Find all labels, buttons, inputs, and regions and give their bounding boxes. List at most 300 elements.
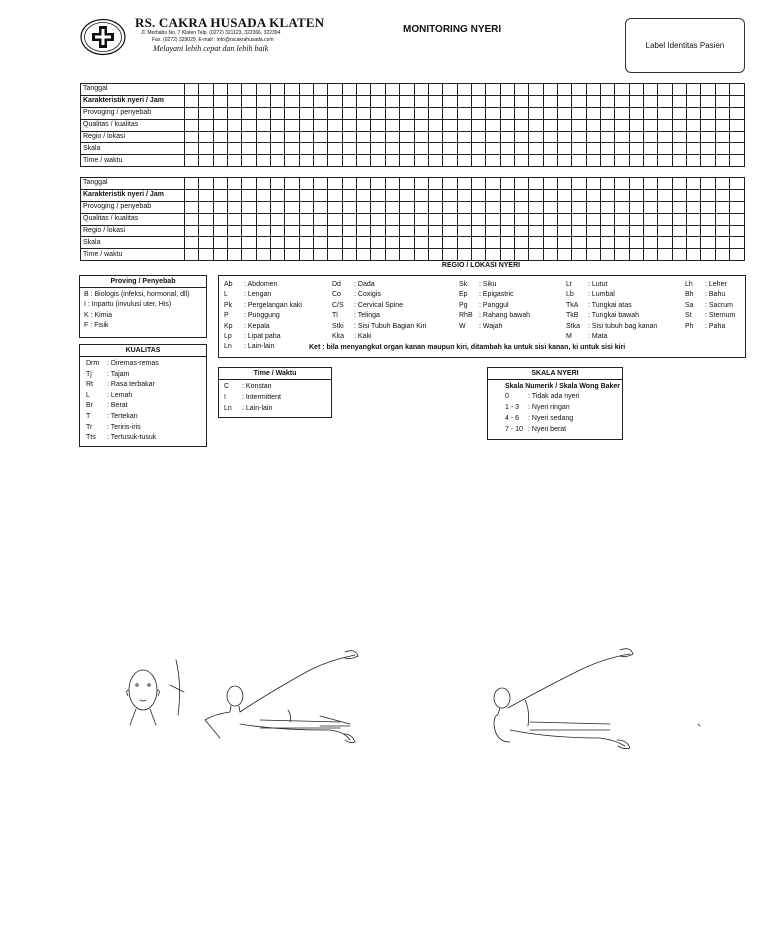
grid-cell[interactable] bbox=[185, 131, 199, 143]
grid-cell[interactable] bbox=[529, 95, 543, 107]
grid-cell[interactable] bbox=[199, 119, 213, 131]
grid-cell[interactable] bbox=[586, 155, 600, 167]
grid-cell[interactable] bbox=[213, 237, 227, 249]
grid-cell[interactable] bbox=[715, 225, 729, 237]
grid-cell[interactable] bbox=[486, 107, 500, 119]
grid-cell[interactable] bbox=[228, 107, 242, 119]
grid-cell[interactable] bbox=[285, 213, 299, 225]
grid-cell[interactable] bbox=[414, 84, 428, 96]
grid-cell[interactable] bbox=[342, 249, 356, 261]
grid-cell[interactable] bbox=[543, 201, 557, 213]
grid-cell[interactable] bbox=[687, 213, 701, 225]
grid-cell[interactable] bbox=[357, 143, 371, 155]
grid-cell[interactable] bbox=[514, 249, 528, 261]
grid-cell[interactable] bbox=[486, 213, 500, 225]
grid-cell[interactable] bbox=[228, 178, 242, 190]
grid-cell[interactable] bbox=[385, 225, 399, 237]
grid-cell[interactable] bbox=[543, 249, 557, 261]
grid-cell[interactable] bbox=[256, 178, 270, 190]
grid-cell[interactable] bbox=[644, 225, 658, 237]
grid-cell[interactable] bbox=[730, 143, 745, 155]
grid-cell[interactable] bbox=[572, 178, 586, 190]
grid-cell[interactable] bbox=[730, 213, 745, 225]
grid-cell[interactable] bbox=[529, 107, 543, 119]
grid-cell[interactable] bbox=[414, 95, 428, 107]
grid-cell[interactable] bbox=[342, 189, 356, 201]
grid-cell[interactable] bbox=[256, 237, 270, 249]
grid-cell[interactable] bbox=[514, 119, 528, 131]
grid-cell[interactable] bbox=[314, 155, 328, 167]
grid-cell[interactable] bbox=[385, 213, 399, 225]
grid-cell[interactable] bbox=[285, 178, 299, 190]
grid-cell[interactable] bbox=[443, 155, 457, 167]
grid-cell[interactable] bbox=[371, 84, 385, 96]
grid-cell[interactable] bbox=[529, 84, 543, 96]
grid-cell[interactable] bbox=[428, 119, 442, 131]
grid-cell[interactable] bbox=[285, 131, 299, 143]
grid-cell[interactable] bbox=[615, 178, 629, 190]
grid-cell[interactable] bbox=[486, 225, 500, 237]
grid-cell[interactable] bbox=[185, 189, 199, 201]
grid-cell[interactable] bbox=[701, 178, 715, 190]
grid-cell[interactable] bbox=[385, 155, 399, 167]
grid-cell[interactable] bbox=[242, 84, 256, 96]
grid-cell[interactable] bbox=[557, 237, 571, 249]
grid-cell[interactable] bbox=[328, 155, 342, 167]
grid-cell[interactable] bbox=[443, 225, 457, 237]
grid-cell[interactable] bbox=[715, 84, 729, 96]
grid-cell[interactable] bbox=[658, 189, 672, 201]
grid-cell[interactable] bbox=[385, 107, 399, 119]
grid-cell[interactable] bbox=[256, 201, 270, 213]
grid-cell[interactable] bbox=[629, 95, 643, 107]
grid-cell[interactable] bbox=[500, 107, 514, 119]
grid-cell[interactable] bbox=[687, 84, 701, 96]
grid-cell[interactable] bbox=[658, 225, 672, 237]
grid-cell[interactable] bbox=[357, 249, 371, 261]
grid-cell[interactable] bbox=[644, 189, 658, 201]
grid-cell[interactable] bbox=[385, 189, 399, 201]
grid-cell[interactable] bbox=[471, 95, 485, 107]
grid-cell[interactable] bbox=[500, 201, 514, 213]
grid-cell[interactable] bbox=[256, 119, 270, 131]
grid-cell[interactable] bbox=[400, 84, 414, 96]
grid-cell[interactable] bbox=[199, 107, 213, 119]
grid-cell[interactable] bbox=[658, 95, 672, 107]
grid-cell[interactable] bbox=[730, 95, 745, 107]
grid-cell[interactable] bbox=[314, 237, 328, 249]
grid-cell[interactable] bbox=[658, 201, 672, 213]
grid-cell[interactable] bbox=[586, 225, 600, 237]
grid-cell[interactable] bbox=[644, 201, 658, 213]
grid-cell[interactable] bbox=[371, 131, 385, 143]
grid-cell[interactable] bbox=[543, 237, 557, 249]
grid-cell[interactable] bbox=[471, 131, 485, 143]
grid-cell[interactable] bbox=[572, 84, 586, 96]
grid-cell[interactable] bbox=[213, 225, 227, 237]
grid-cell[interactable] bbox=[658, 119, 672, 131]
grid-cell[interactable] bbox=[557, 178, 571, 190]
grid-cell[interactable] bbox=[256, 107, 270, 119]
grid-cell[interactable] bbox=[256, 249, 270, 261]
grid-cell[interactable] bbox=[543, 143, 557, 155]
grid-cell[interactable] bbox=[514, 225, 528, 237]
grid-cell[interactable] bbox=[357, 155, 371, 167]
grid-cell[interactable] bbox=[701, 107, 715, 119]
grid-cell[interactable] bbox=[615, 95, 629, 107]
grid-cell[interactable] bbox=[514, 189, 528, 201]
grid-cell[interactable] bbox=[385, 84, 399, 96]
grid-cell[interactable] bbox=[443, 213, 457, 225]
grid-cell[interactable] bbox=[199, 95, 213, 107]
grid-cell[interactable] bbox=[213, 84, 227, 96]
grid-cell[interactable] bbox=[557, 131, 571, 143]
grid-cell[interactable] bbox=[342, 84, 356, 96]
grid-cell[interactable] bbox=[371, 155, 385, 167]
grid-cell[interactable] bbox=[644, 249, 658, 261]
grid-cell[interactable] bbox=[672, 155, 686, 167]
grid-cell[interactable] bbox=[572, 131, 586, 143]
grid-cell[interactable] bbox=[600, 178, 614, 190]
grid-cell[interactable] bbox=[443, 249, 457, 261]
grid-cell[interactable] bbox=[400, 107, 414, 119]
grid-cell[interactable] bbox=[314, 84, 328, 96]
grid-cell[interactable] bbox=[687, 119, 701, 131]
grid-cell[interactable] bbox=[457, 84, 471, 96]
grid-cell[interactable] bbox=[457, 249, 471, 261]
grid-cell[interactable] bbox=[271, 95, 285, 107]
grid-cell[interactable] bbox=[185, 119, 199, 131]
grid-cell[interactable] bbox=[514, 95, 528, 107]
grid-cell[interactable] bbox=[299, 95, 313, 107]
grid-cell[interactable] bbox=[228, 201, 242, 213]
grid-cell[interactable] bbox=[486, 201, 500, 213]
grid-cell[interactable] bbox=[342, 143, 356, 155]
grid-cell[interactable] bbox=[557, 189, 571, 201]
grid-cell[interactable] bbox=[385, 201, 399, 213]
grid-cell[interactable] bbox=[242, 201, 256, 213]
grid-cell[interactable] bbox=[242, 119, 256, 131]
grid-cell[interactable] bbox=[600, 249, 614, 261]
grid-cell[interactable] bbox=[228, 249, 242, 261]
grid-cell[interactable] bbox=[586, 249, 600, 261]
grid-cell[interactable] bbox=[615, 143, 629, 155]
grid-cell[interactable] bbox=[500, 143, 514, 155]
grid-cell[interactable] bbox=[213, 178, 227, 190]
grid-cell[interactable] bbox=[615, 189, 629, 201]
grid-cell[interactable] bbox=[701, 95, 715, 107]
grid-cell[interactable] bbox=[371, 95, 385, 107]
grid-cell[interactable] bbox=[600, 155, 614, 167]
grid-cell[interactable] bbox=[471, 178, 485, 190]
grid-cell[interactable] bbox=[486, 189, 500, 201]
grid-cell[interactable] bbox=[715, 143, 729, 155]
grid-cell[interactable] bbox=[586, 213, 600, 225]
grid-cell[interactable] bbox=[730, 201, 745, 213]
grid-cell[interactable] bbox=[314, 131, 328, 143]
grid-cell[interactable] bbox=[328, 84, 342, 96]
grid-cell[interactable] bbox=[687, 225, 701, 237]
grid-cell[interactable] bbox=[285, 143, 299, 155]
grid-cell[interactable] bbox=[428, 155, 442, 167]
grid-cell[interactable] bbox=[256, 131, 270, 143]
grid-cell[interactable] bbox=[385, 95, 399, 107]
grid-cell[interactable] bbox=[414, 143, 428, 155]
grid-cell[interactable] bbox=[228, 95, 242, 107]
grid-cell[interactable] bbox=[500, 95, 514, 107]
grid-cell[interactable] bbox=[457, 143, 471, 155]
grid-cell[interactable] bbox=[715, 178, 729, 190]
grid-cell[interactable] bbox=[428, 213, 442, 225]
grid-cell[interactable] bbox=[428, 249, 442, 261]
grid-cell[interactable] bbox=[572, 189, 586, 201]
grid-cell[interactable] bbox=[299, 143, 313, 155]
grid-cell[interactable] bbox=[271, 213, 285, 225]
grid-cell[interactable] bbox=[586, 237, 600, 249]
grid-cell[interactable] bbox=[400, 249, 414, 261]
grid-cell[interactable] bbox=[457, 155, 471, 167]
grid-cell[interactable] bbox=[400, 213, 414, 225]
grid-cell[interactable] bbox=[328, 225, 342, 237]
grid-cell[interactable] bbox=[701, 237, 715, 249]
grid-cell[interactable] bbox=[529, 178, 543, 190]
grid-cell[interactable] bbox=[730, 131, 745, 143]
grid-cell[interactable] bbox=[486, 237, 500, 249]
grid-cell[interactable] bbox=[486, 249, 500, 261]
grid-cell[interactable] bbox=[701, 201, 715, 213]
grid-cell[interactable] bbox=[400, 143, 414, 155]
grid-cell[interactable] bbox=[299, 131, 313, 143]
grid-cell[interactable] bbox=[615, 213, 629, 225]
grid-cell[interactable] bbox=[428, 84, 442, 96]
grid-cell[interactable] bbox=[687, 237, 701, 249]
grid-cell[interactable] bbox=[730, 178, 745, 190]
grid-cell[interactable] bbox=[500, 155, 514, 167]
grid-cell[interactable] bbox=[185, 237, 199, 249]
grid-cell[interactable] bbox=[443, 237, 457, 249]
grid-cell[interactable] bbox=[658, 249, 672, 261]
grid-cell[interactable] bbox=[471, 119, 485, 131]
grid-cell[interactable] bbox=[328, 143, 342, 155]
grid-cell[interactable] bbox=[457, 213, 471, 225]
grid-cell[interactable] bbox=[328, 131, 342, 143]
grid-cell[interactable] bbox=[414, 201, 428, 213]
grid-cell[interactable] bbox=[371, 213, 385, 225]
grid-cell[interactable] bbox=[414, 249, 428, 261]
grid-cell[interactable] bbox=[357, 95, 371, 107]
grid-cell[interactable] bbox=[715, 155, 729, 167]
grid-cell[interactable] bbox=[529, 225, 543, 237]
grid-cell[interactable] bbox=[357, 237, 371, 249]
grid-cell[interactable] bbox=[644, 143, 658, 155]
grid-cell[interactable] bbox=[529, 249, 543, 261]
grid-cell[interactable] bbox=[557, 84, 571, 96]
grid-cell[interactable] bbox=[256, 155, 270, 167]
grid-cell[interactable] bbox=[414, 189, 428, 201]
grid-cell[interactable] bbox=[715, 119, 729, 131]
grid-cell[interactable] bbox=[572, 249, 586, 261]
grid-cell[interactable] bbox=[557, 107, 571, 119]
grid-cell[interactable] bbox=[514, 178, 528, 190]
grid-cell[interactable] bbox=[600, 201, 614, 213]
grid-cell[interactable] bbox=[228, 131, 242, 143]
grid-cell[interactable] bbox=[199, 201, 213, 213]
grid-cell[interactable] bbox=[199, 155, 213, 167]
grid-cell[interactable] bbox=[672, 131, 686, 143]
grid-cell[interactable] bbox=[428, 131, 442, 143]
grid-cell[interactable] bbox=[486, 95, 500, 107]
grid-cell[interactable] bbox=[213, 143, 227, 155]
grid-cell[interactable] bbox=[328, 119, 342, 131]
grid-cell[interactable] bbox=[687, 201, 701, 213]
grid-cell[interactable] bbox=[414, 178, 428, 190]
grid-cell[interactable] bbox=[715, 237, 729, 249]
grid-cell[interactable] bbox=[242, 95, 256, 107]
grid-cell[interactable] bbox=[730, 119, 745, 131]
grid-cell[interactable] bbox=[457, 201, 471, 213]
grid-cell[interactable] bbox=[299, 119, 313, 131]
grid-cell[interactable] bbox=[357, 107, 371, 119]
grid-cell[interactable] bbox=[213, 131, 227, 143]
grid-cell[interactable] bbox=[600, 237, 614, 249]
grid-cell[interactable] bbox=[228, 143, 242, 155]
grid-cell[interactable] bbox=[314, 201, 328, 213]
grid-cell[interactable] bbox=[557, 119, 571, 131]
grid-cell[interactable] bbox=[514, 213, 528, 225]
grid-cell[interactable] bbox=[658, 178, 672, 190]
grid-cell[interactable] bbox=[672, 201, 686, 213]
grid-cell[interactable] bbox=[629, 201, 643, 213]
grid-cell[interactable] bbox=[256, 189, 270, 201]
grid-cell[interactable] bbox=[371, 119, 385, 131]
grid-cell[interactable] bbox=[242, 213, 256, 225]
grid-cell[interactable] bbox=[514, 131, 528, 143]
grid-cell[interactable] bbox=[285, 189, 299, 201]
grid-cell[interactable] bbox=[328, 249, 342, 261]
grid-cell[interactable] bbox=[644, 131, 658, 143]
grid-cell[interactable] bbox=[629, 213, 643, 225]
grid-cell[interactable] bbox=[500, 225, 514, 237]
grid-cell[interactable] bbox=[557, 225, 571, 237]
grid-cell[interactable] bbox=[299, 107, 313, 119]
grid-cell[interactable] bbox=[385, 119, 399, 131]
grid-cell[interactable] bbox=[543, 119, 557, 131]
grid-cell[interactable] bbox=[514, 237, 528, 249]
grid-cell[interactable] bbox=[457, 131, 471, 143]
grid-cell[interactable] bbox=[228, 213, 242, 225]
grid-cell[interactable] bbox=[701, 84, 715, 96]
grid-cell[interactable] bbox=[687, 155, 701, 167]
grid-cell[interactable] bbox=[228, 84, 242, 96]
grid-cell[interactable] bbox=[271, 201, 285, 213]
grid-cell[interactable] bbox=[242, 131, 256, 143]
grid-cell[interactable] bbox=[687, 249, 701, 261]
grid-cell[interactable] bbox=[715, 201, 729, 213]
grid-cell[interactable] bbox=[615, 237, 629, 249]
grid-cell[interactable] bbox=[285, 107, 299, 119]
grid-cell[interactable] bbox=[644, 84, 658, 96]
grid-cell[interactable] bbox=[185, 178, 199, 190]
grid-cell[interactable] bbox=[672, 237, 686, 249]
grid-cell[interactable] bbox=[443, 178, 457, 190]
grid-cell[interactable] bbox=[500, 189, 514, 201]
grid-cell[interactable] bbox=[314, 95, 328, 107]
grid-cell[interactable] bbox=[543, 178, 557, 190]
grid-cell[interactable] bbox=[256, 84, 270, 96]
grid-cell[interactable] bbox=[672, 119, 686, 131]
grid-cell[interactable] bbox=[314, 249, 328, 261]
grid-cell[interactable] bbox=[385, 131, 399, 143]
grid-cell[interactable] bbox=[357, 225, 371, 237]
grid-cell[interactable] bbox=[629, 119, 643, 131]
grid-cell[interactable] bbox=[385, 249, 399, 261]
grid-cell[interactable] bbox=[730, 237, 745, 249]
grid-cell[interactable] bbox=[586, 119, 600, 131]
grid-cell[interactable] bbox=[414, 107, 428, 119]
grid-cell[interactable] bbox=[514, 84, 528, 96]
grid-cell[interactable] bbox=[328, 95, 342, 107]
grid-cell[interactable] bbox=[486, 119, 500, 131]
grid-cell[interactable] bbox=[730, 249, 745, 261]
grid-cell[interactable] bbox=[299, 84, 313, 96]
grid-cell[interactable] bbox=[357, 201, 371, 213]
grid-cell[interactable] bbox=[586, 201, 600, 213]
grid-cell[interactable] bbox=[185, 249, 199, 261]
grid-cell[interactable] bbox=[701, 143, 715, 155]
grid-cell[interactable] bbox=[486, 84, 500, 96]
grid-cell[interactable] bbox=[572, 143, 586, 155]
grid-cell[interactable] bbox=[557, 143, 571, 155]
grid-cell[interactable] bbox=[600, 119, 614, 131]
grid-cell[interactable] bbox=[586, 107, 600, 119]
grid-cell[interactable] bbox=[730, 107, 745, 119]
grid-cell[interactable] bbox=[658, 143, 672, 155]
grid-cell[interactable] bbox=[271, 131, 285, 143]
grid-cell[interactable] bbox=[199, 189, 213, 201]
grid-cell[interactable] bbox=[342, 237, 356, 249]
grid-cell[interactable] bbox=[256, 213, 270, 225]
grid-cell[interactable] bbox=[285, 201, 299, 213]
grid-cell[interactable] bbox=[529, 237, 543, 249]
grid-cell[interactable] bbox=[185, 84, 199, 96]
grid-cell[interactable] bbox=[400, 189, 414, 201]
grid-cell[interactable] bbox=[715, 131, 729, 143]
grid-cell[interactable] bbox=[357, 178, 371, 190]
grid-cell[interactable] bbox=[629, 249, 643, 261]
grid-cell[interactable] bbox=[514, 201, 528, 213]
grid-cell[interactable] bbox=[314, 119, 328, 131]
grid-cell[interactable] bbox=[299, 155, 313, 167]
grid-cell[interactable] bbox=[629, 131, 643, 143]
grid-cell[interactable] bbox=[199, 84, 213, 96]
grid-cell[interactable] bbox=[687, 178, 701, 190]
grid-cell[interactable] bbox=[357, 131, 371, 143]
grid-cell[interactable] bbox=[629, 189, 643, 201]
grid-cell[interactable] bbox=[486, 143, 500, 155]
grid-cell[interactable] bbox=[457, 119, 471, 131]
grid-cell[interactable] bbox=[701, 213, 715, 225]
grid-cell[interactable] bbox=[672, 107, 686, 119]
grid-cell[interactable] bbox=[256, 225, 270, 237]
grid-cell[interactable] bbox=[400, 95, 414, 107]
grid-cell[interactable] bbox=[586, 84, 600, 96]
grid-cell[interactable] bbox=[557, 249, 571, 261]
grid-cell[interactable] bbox=[213, 155, 227, 167]
grid-cell[interactable] bbox=[414, 155, 428, 167]
grid-cell[interactable] bbox=[199, 213, 213, 225]
grid-cell[interactable] bbox=[185, 143, 199, 155]
grid-cell[interactable] bbox=[199, 131, 213, 143]
